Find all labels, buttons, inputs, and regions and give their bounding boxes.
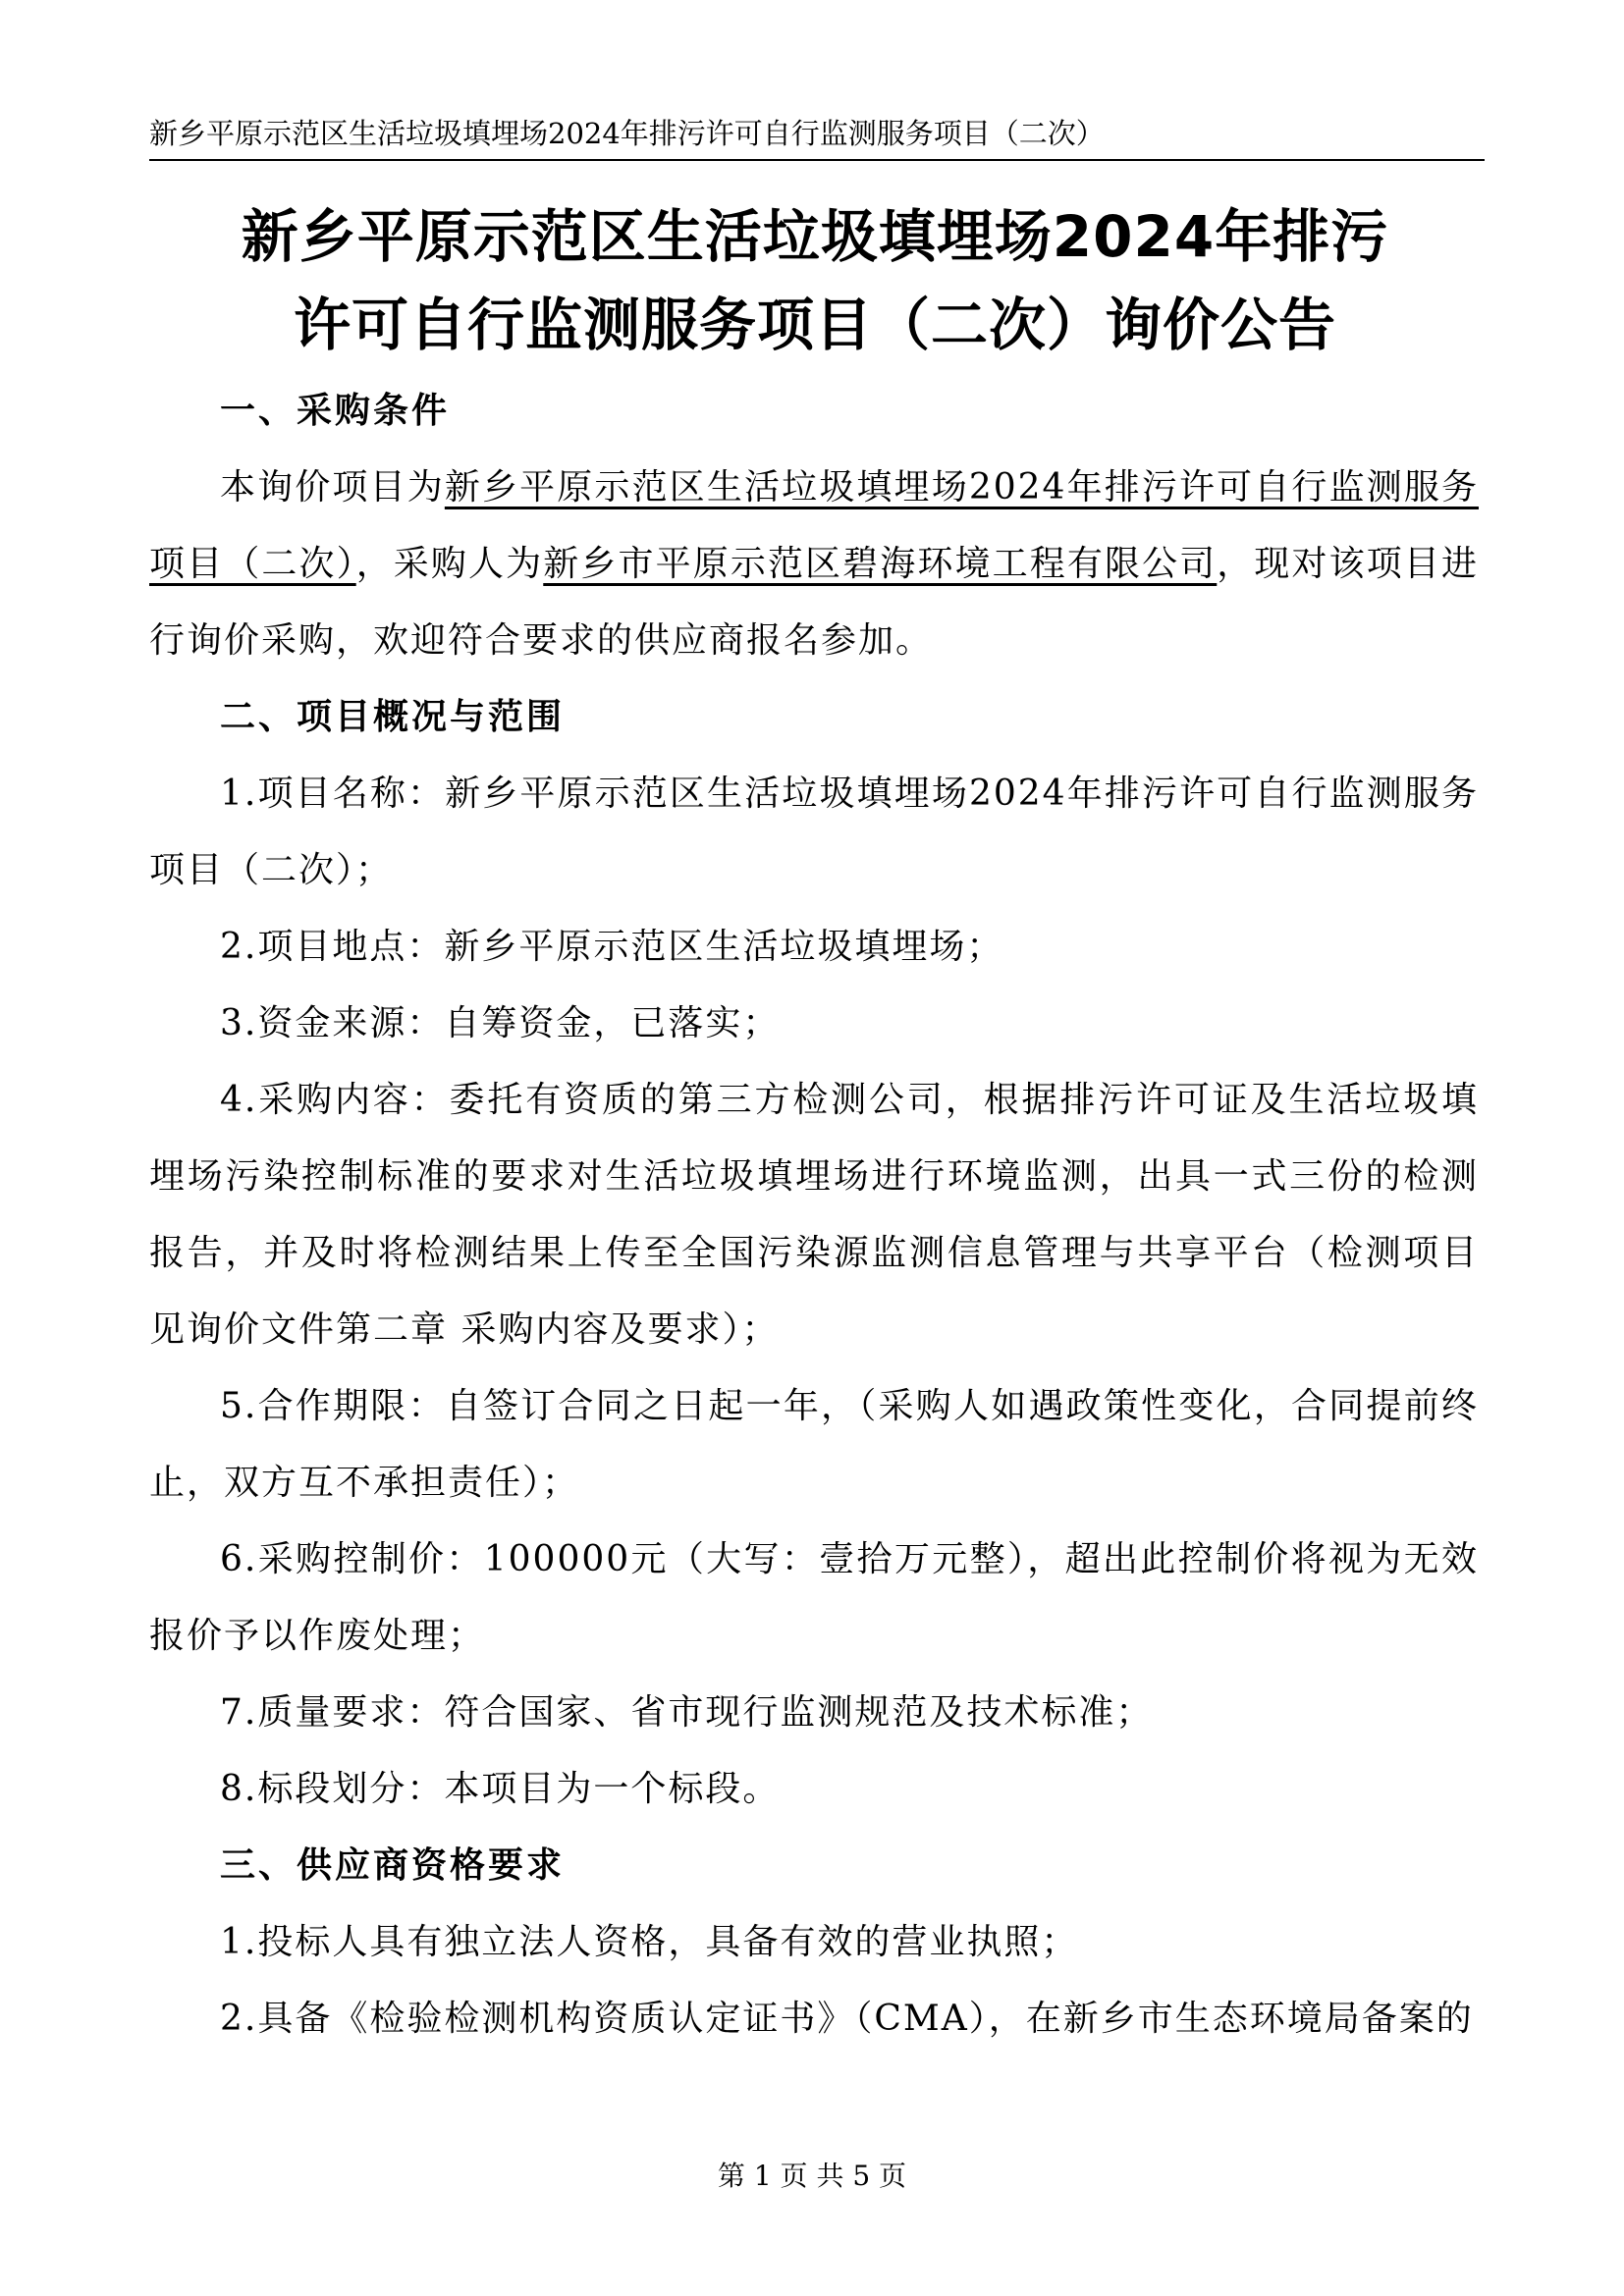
running-header: 新乡平原示范区生活垃圾填埋场2024年排污许可自行监测服务项目（二次） <box>149 114 1485 161</box>
title-line-1: 新乡平原示范区生活垃圾填埋场2024年排污 <box>241 203 1389 270</box>
document-body <box>149 373 1479 2057</box>
overview-item-7: 7.质量要求：符合国家、省市现行监测规范及技术标准； <box>220 1692 1154 1733</box>
overview-item-3: 3.资金来源：自筹资金，已落实； <box>220 1003 781 1043</box>
overview-item-5: 5.合作期限：自签订合同之日起一年，（采购人如遇政策性变化，合同提前终止，双方互不承担责任）； <box>149 1386 1479 1503</box>
section-heading-2: 二、项目概况与范围 <box>220 697 566 737</box>
text-segment: ，现对该项目进行询价采购，欢迎符合要求的供应商报名参加。 <box>149 544 1479 661</box>
section-heading-3: 三、供应商资格要求 <box>220 1845 566 1886</box>
text-segment: ，采购人为 <box>355 544 544 584</box>
procurement-conditions-paragraph <box>149 450 1479 679</box>
section-heading-1: 一、采购条件 <box>220 391 451 431</box>
overview-item-2: 2.项目地点：新乡平原示范区生活垃圾填埋场； <box>220 927 1004 967</box>
title-line-2: 许可自行监测服务项目（二次）询价公告 <box>293 292 1336 358</box>
text-segment: 本询价项目为 <box>220 467 445 507</box>
qualification-item-1: 1.投标人具有独立法人资格，具备有效的营业执照； <box>220 1922 1079 1962</box>
buyer-name-underlined: 新乡市平原示范区碧海环境工程有限公司 <box>543 544 1218 584</box>
project-name-underlined: 新乡平原示范区生活垃圾填埋场2024年排污许可自行监测服务项目（二次） <box>149 467 1479 584</box>
document-title <box>147 192 1483 369</box>
overview-item-8: 8.标段划分：本项目为一个标段。 <box>220 1769 781 1809</box>
page-number: 第 1 页 共 5 页 <box>717 2160 907 2192</box>
overview-item-4: 4.采购内容：委托有资质的第三方检测公司，根据排污许可证及生活垃圾填埋场污染控制标准的要求对生活垃圾填埋场进行环境监测，出具一式三份的检测报告，并及时将检测结果上传至全国污染源监测信息管理与共享平台（检测项目见询价文件第二章 采购内容及要求）； <box>149 1080 1479 1350</box>
qualification-item-2: 2.具备《检验检测机构资质认定证书》（CMA），在新乡市生态环境局备案的 <box>220 1999 1474 2039</box>
overview-item-6: 6.采购控制价：100000元（大写：壹拾万元整），超出此控制价将视为无效报价予以作废处理； <box>149 1539 1479 1656</box>
overview-item-1: 1.项目名称：新乡平原示范区生活垃圾填埋场2024年排污许可自行监测服务项目（二次）； <box>149 774 1479 890</box>
